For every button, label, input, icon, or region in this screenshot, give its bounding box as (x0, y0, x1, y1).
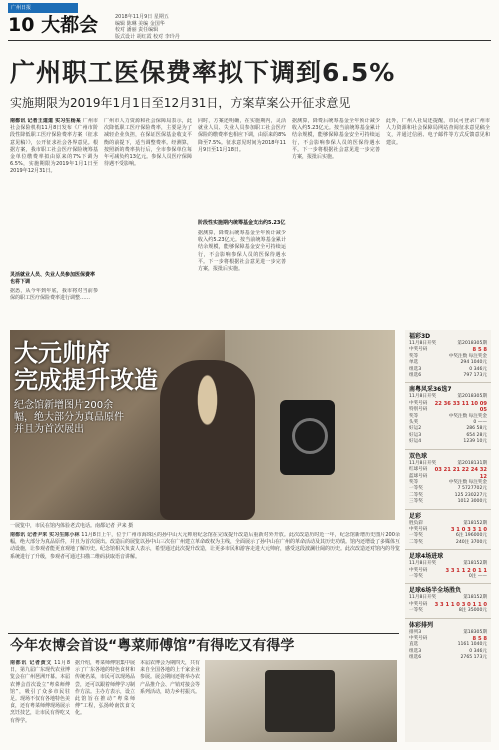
second-byline: 南都讯 记者黄文 (10, 660, 52, 666)
lottery-sidebar (405, 330, 491, 742)
lead-col1-cont: 据悉，从今年到年底，我市将对当前参保的职工医疗保险费率进行调整…… (10, 288, 98, 302)
lottery-block-6: 足球6场半全场胜负 11月8日开奖 第18152期 中奖号码 3 3 1 1 0 3 0 1 1 0 一等奖 8注 35000元 (405, 584, 491, 618)
lead-col-3b: 据测算，降费后统筹基金全年预计减少收入约5.23亿元。按当前统筹基金累计结余规模，能够保障基金安全可持续运行，不会影响参保人员的医保待遇水平。下一步将根据社会意见进一步完善方案，报批后实施。 (198, 230, 286, 273)
lottery-block-2: 南粤风采36选7 11月8日开奖 第2018305期 中奖号码 22 36 33 11 10 09 特别号码 05 奖等 中奖注数 每注奖金 头奖 0 —— 好运2 286 58元 好运3 654 28元 好运4 1239 10元 (405, 383, 491, 449)
feature-title: 大元帅府 完成提升改造 (14, 339, 158, 394)
header-rule (8, 40, 491, 41)
feature-body: 南都讯 记者尹来 实习生陈小林 11月8日上午，位于广州市海珠区的孙中山大元帅府纪念馆在完成提升改造后重新对外开放。此次改造历时近一年，纪念馆新增历史图片200余幅，绝大部分为真品原件，并且为首次展出。改造后的展览以孙中山三次在广州建立革命政权为主线，全面展示了孙中山在广州的革命活动及其历史功绩。馆内还增设了多媒体互动设施，让参观者能更直观地了解历史。纪念馆相关负责人表示，希望通过此次提升改造，让更多市民和游客走进大元帅府，感受这段波澜壮阔的历史。此次改造还对馆内的导览系统进行了升级，参观者可通过扫描二维码获取语音讲解。 (10, 532, 400, 560)
vintage-phone-icon (280, 400, 335, 475)
lead-headline: 广州职工医保费率拟下调到6.5% (10, 58, 396, 87)
lead-col1-text: 广州市社会保险机构11月8日发布《广州市阶段性降低职工医疗保险费率方案（征求意见稿）》，公开征求社会各界意见。根据方案，我市职工社会医疗保险统筹基金单位缴费率拟由原来的7%下调为6.5%，实施期限为2019年1月1日至2019年12月31日。 (10, 118, 98, 175)
lead-col-2: 广州市人力资源和社会保障局表示，此次降低职工医疗保险费率，主要是为了减轻企业负担，在保证医保基金收支平衡的前提下，适当调整费率。经测算，按照新的费率执行后，全市参保单位每年可减负约13亿元。参保人员医疗保障待遇不受影响。 (104, 118, 192, 168)
feature-subtitle: 纪念馆新增图片200余 幅，绝大部分为真品原件 并且为首次展出 (14, 400, 124, 435)
header-extra: 版式设计 胡红霞 校对 李玲丹 (115, 33, 180, 40)
lead-byline: 南都讯 记者王道道 实习生杨某 (10, 118, 81, 124)
second-col-1: 南都讯 记者黄文 11月8日，第九届广东现代农业博览会在广州琶洲开幕。本届农博会首次设立“粤菜师傅馆”，吸引了众多市民驻足。现场不仅有各地特色美食，还有粤菜师傅现场展示烹饪技艺，让市民有得吃又有得学。 (10, 660, 70, 724)
section-tag: 广州日报 (8, 3, 78, 13)
second-headline: 今年农博会首设“粤菜师傅馆”有得吃又有得学 (10, 638, 295, 654)
lead-col-3: 同时，方案还明确，在实施期内，灵活就业人员、失业人员参加职工社会医疗保险的缴费率也相应下调，由原来的8%降至7.5%。征求意见时间为2018年11月9日至11月18日。 (198, 118, 286, 153)
section-name: 大都会 (41, 14, 99, 36)
header-date: 2018年11月9日 星期五 (115, 14, 169, 20)
photo2-subject (265, 670, 335, 732)
lead-col-5: 此外，广州人社局还提醒，市民可登录广州市人力资源和社会保障局网站查阅征求意见稿全文，并通过信函、电子邮件等方式反馈意见和建议。 (386, 118, 490, 146)
lead-col3-subtitle: 阶段性实施期内统筹基金支出约5.23亿 (198, 220, 286, 226)
lottery-block-1: 福彩3D 11月8日开奖 第2018305期 中奖号码 8 5 8 奖等 中奖注数 每注奖金 单选 294 1040元 组选3 0 346元 组选6 797 173元 (405, 330, 491, 383)
section-rule (8, 633, 399, 634)
header-info (115, 14, 180, 40)
second-col-2: 据介绍，粤菜师傅馆集中展示了广东各地的特色食材和传统名菜，市民可以现场品尝，还可以跟着师傅学习制作方法。主办方表示，设立此馆旨在推动“粤菜师傅”工程，弘扬岭南饮食文化。 (75, 660, 135, 717)
lead-col1-subtitle: 灵活就业人员、失业人员参加医保费率也将下调 (10, 272, 96, 285)
header-editor: 编辑 陈琳 美编 金国华 (115, 20, 165, 27)
lead-col-4: 据测算，降费后统筹基金全年预计减少收入约5.23亿元。按当前统筹基金累计结余规模，能够保障基金安全可持续运行，不会影响参保人员的医保待遇水平。下一步将根据社会意见进一步完善方案，报批后实施。 (292, 118, 380, 161)
second-col-3: 本届农博会为期四天，共有来自全国各地的上千家企业参展。展会期间还将举办农产品推介会、产销对接会等系列活动，助力乡村振兴。 (140, 660, 200, 695)
lottery-block-3: 双色球 11月8日开奖 第2018131期 红球号码 03 21 21 22 24 32 蓝球号码 12 奖等 中奖注数 每注奖金 一等奖 7 5727702元 二等奖 125 230227元 三等奖 1012 3000元 (405, 450, 491, 510)
photo-person (160, 360, 255, 520)
lottery-block-4: 足彩 胜负彩 第18152期 中奖号码 3 1 0 3 3 1 0 一等奖 6注 196000元 二等奖 240注 3700元 (405, 510, 491, 551)
feature-byline: 南都讯 记者尹来 实习生陈小林 (10, 532, 80, 538)
lead-col-1 (10, 118, 98, 268)
page-number: 10 大都会 (8, 14, 99, 36)
lead-subheadline: 实施期限为2019年1月1日至12月31日，方案草案公开征求意见 (10, 96, 351, 110)
second-photo (205, 660, 397, 742)
lottery-block-7: 体彩排列 排列3 第18305期 中奖号码 8 5 8 直选 1161 1040元 组选3 0 346元 组选6 2765 173元 (409, 621, 487, 661)
header-proof: 校对 潘丽 责任编辑 (115, 27, 159, 33)
lottery-block-5: 足球4场进球 11月8日开奖 第18152期 中奖号码 3 3 1 1 2 0 1 1 一等奖 0注 —— (405, 550, 491, 584)
feature-caption: 一展览中，市民在馆内体验老式电话。南都记者 尹来 摄 (10, 523, 134, 529)
